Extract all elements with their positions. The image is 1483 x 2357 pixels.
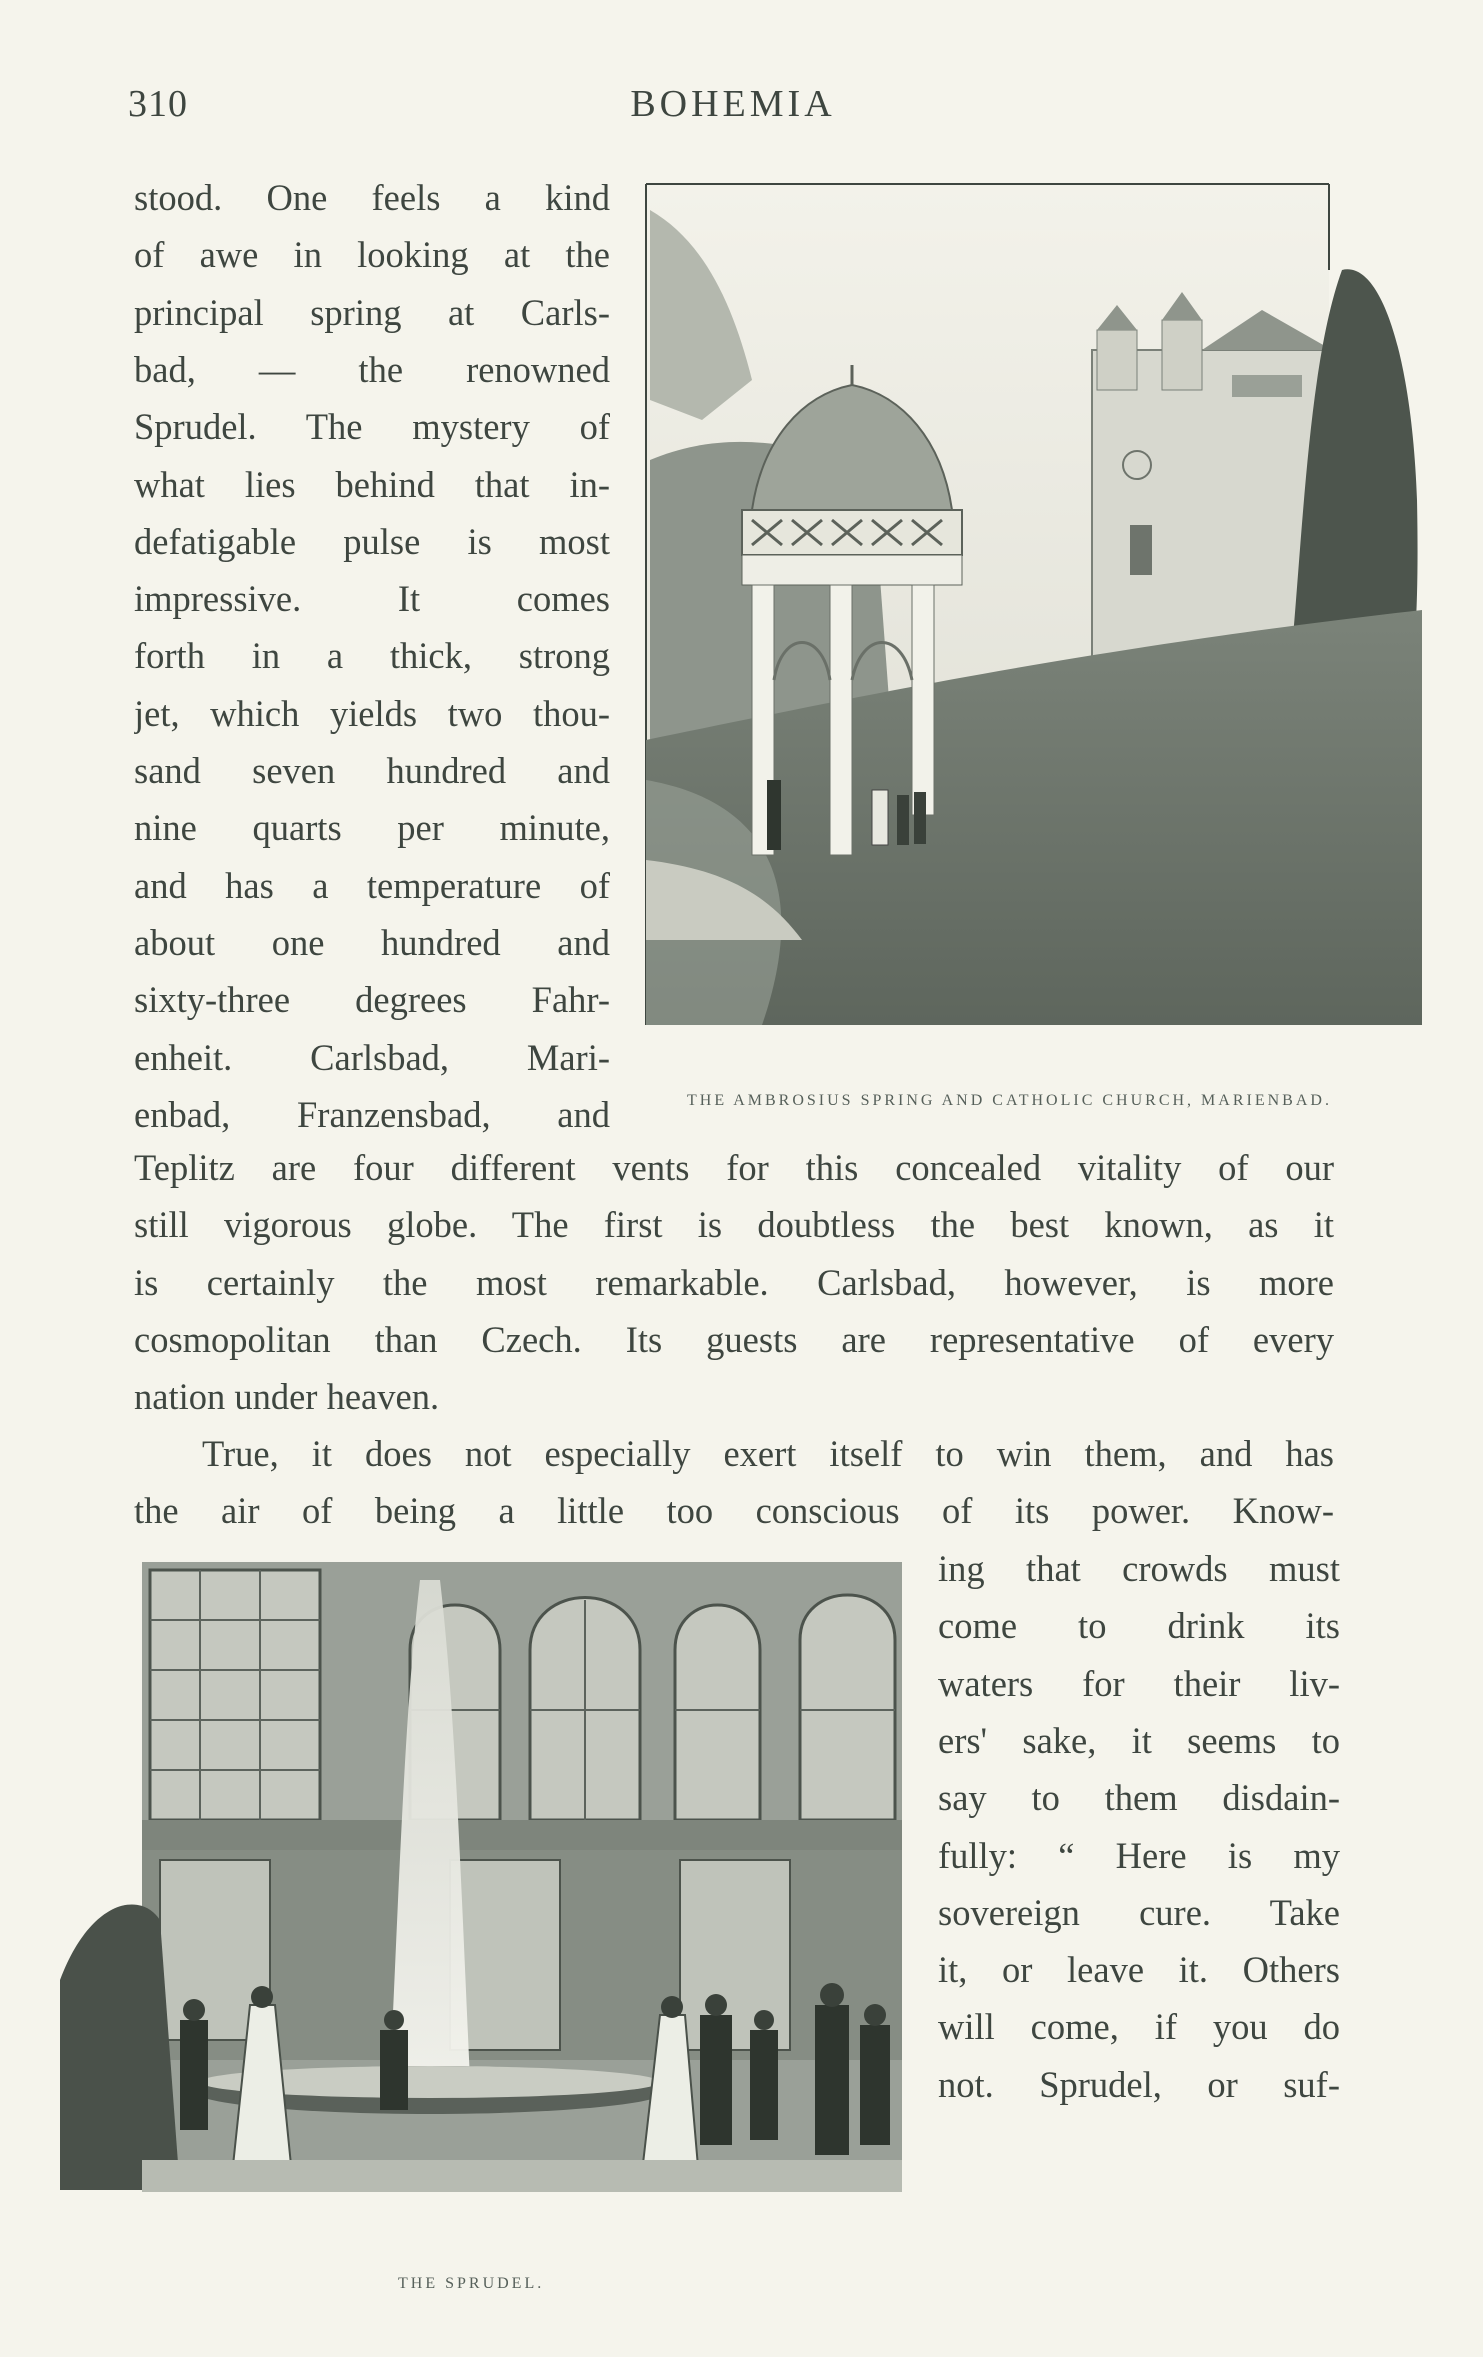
text-line: ers' sake, it seems to (938, 1719, 1340, 1761)
text-line: sovereign cure. Take (938, 1891, 1340, 1933)
text-line: Sprudel. The mystery of (134, 406, 610, 448)
text-line: it, or leave it. Others (938, 1949, 1340, 1991)
text-line: principal spring at Carls- (134, 291, 610, 333)
text-line: sand seven hundred and (134, 750, 610, 791)
text-line: cosmopolitan than Czech. Its guests are representative of every (134, 1318, 1334, 1360)
text-line: come to drink its (938, 1605, 1340, 1647)
figure-caption-ambrosius: THE AMBROSIUS SPRING AND CATHOLIC CHURCH, MARIENBAD. (687, 1092, 1332, 1109)
text-line: enbad, Franzensbad, and (134, 1093, 610, 1135)
text-line: the air of being a little too conscious of its power. Know- (134, 1490, 1334, 1532)
text-line: waters for their liv- (938, 1662, 1340, 1704)
text-line: what lies behind that in- (134, 463, 610, 505)
illustration-sprudel (60, 1560, 905, 2200)
text-line: fully: “ Here is my (938, 1834, 1340, 1876)
text-line: still vigorous globe. The first is doubtless the best known, as it (134, 1204, 1334, 1246)
text-line: not. Sprudel, or suf- (938, 2063, 1340, 2105)
page-header (128, 82, 1338, 132)
page-number: 310 (128, 83, 188, 125)
text-line: sixty-three degrees Fahr- (134, 979, 610, 1021)
text-line: forth in a thick, strong (134, 635, 610, 677)
text-line: say to them disdain- (938, 1777, 1340, 1819)
text-line: enheit. Carlsbad, Mari- (134, 1036, 610, 1078)
text-line: Teplitz are four different vents for this concealed vitality of our (134, 1147, 1334, 1188)
text-line: will come, if you do (938, 2006, 1340, 2048)
text-line: nation under heaven. (134, 1376, 440, 1418)
text-line: bad, — the renowned (134, 348, 610, 390)
text-line: True, it does not especially exert itself to win them, and has (202, 1433, 1334, 1474)
figure-caption-sprudel: THE SPRUDEL. (398, 2275, 545, 2292)
text-line: is certainly the most remarkable. Carlsbad, however, is more (134, 1261, 1334, 1303)
text-line: ing that crowds must (938, 1548, 1340, 1589)
text-line: of awe in looking at the (134, 234, 610, 276)
text-line: nine quarts per minute, (134, 807, 610, 849)
text-line: and has a temperature of (134, 864, 610, 906)
text-line: about one hundred and (134, 921, 610, 963)
text-line: defatigable pulse is most (134, 520, 610, 562)
text-line: impressive. It comes (134, 578, 610, 620)
text-line: stood. One feels a kind (134, 177, 610, 218)
text-line: jet, which yields two thou- (134, 692, 610, 734)
running-head: BOHEMIA (630, 83, 836, 125)
illustration-ambrosius-spring (642, 180, 1422, 1025)
